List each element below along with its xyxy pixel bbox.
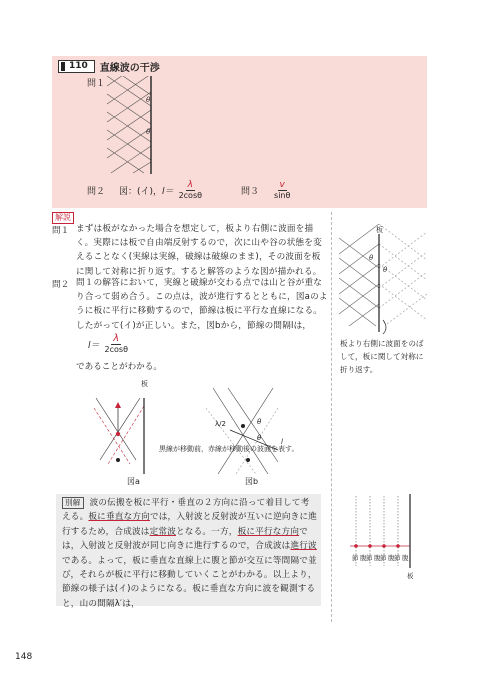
formula-var: l＝ <box>88 341 100 351</box>
spacing-formula <box>88 334 133 355</box>
conclusion-text: であることがわかる。 <box>76 362 162 372</box>
figure-b-caption: 図b <box>245 477 259 486</box>
svg-text:腹: 腹 <box>388 554 395 562</box>
alt-solution-text: 別解 波の伝搬を板に平行・垂直の２方向に沿って着目して考える。板に垂直な方向では，入射波と反射波が互いに逆向きに進行するため，合成波は定常波となる。一方，板に平行な方向では，入射波と反射波が同じ向きに進行するので，合成波は進行波である。よって，板に垂直な直線上に腹と節が交互に等間隔で並び，それらが板に平行に移動していくことがわかる。以上より，節線の様子は(イ)のようになる。板に垂直な方向に波を観測すると，山の間隔λ′は， <box>62 498 318 609</box>
q2-fraction <box>177 180 204 201</box>
svg-text:θ: θ <box>146 128 151 136</box>
side-figure-note: 板より右側に波面をのばして，板に関して対称に折り返す。 <box>340 339 424 374</box>
formula-fraction <box>103 334 130 355</box>
q2-denominator: 2cosθ <box>178 191 203 200</box>
q2-formula-var: l＝ <box>162 187 174 197</box>
formula-numerator: λ <box>113 333 120 344</box>
alt-solution-tag: 別解 <box>62 497 84 509</box>
svg-text:板: 板 <box>141 380 148 388</box>
explanation-q2-tag: 問２ <box>52 280 70 290</box>
svg-text:l: l <box>281 438 283 446</box>
problem-header <box>58 60 160 73</box>
explanation-q1-tag: 問１ <box>52 226 70 236</box>
q2-answer-label: 問２ <box>87 187 106 197</box>
svg-text:板: 板 <box>376 226 383 234</box>
problem-number: 110 <box>58 60 95 73</box>
svg-text:腹: 腹 <box>402 554 409 562</box>
q3-denominator: sinθ <box>274 191 291 200</box>
svg-text:節: 節 <box>380 554 387 562</box>
explanation-tag: 解説 <box>52 212 74 224</box>
svg-text:節: 節 <box>366 554 373 562</box>
q1-answer-figure <box>107 76 167 174</box>
svg-text:λ/2: λ/2 <box>215 420 226 428</box>
formula-denominator: 2cosθ <box>104 345 128 354</box>
figure-a-caption: 図a <box>127 477 140 486</box>
explanation-q1-text: まずは板がなかった場合を想定して，板より右側に波面を描く。実際には板で自由端反射するので，次に山や谷の状態を変えることなく(実線は実線，破線は破線のまま)，その波面を板に関して対称に折り返す。すると解答のような図が描かれる。 <box>76 224 322 277</box>
svg-text:腹: 腹 <box>360 554 367 562</box>
figure-a-note: 黒線が移動前，赤線が移動後の波面を表す。 <box>159 445 299 453</box>
figure-a <box>94 379 148 474</box>
svg-text:θ: θ <box>257 418 262 426</box>
figures-a-b <box>88 378 288 474</box>
side-wave-figure <box>339 224 429 336</box>
svg-text:腹: 腹 <box>374 554 381 562</box>
svg-text:θ: θ <box>146 96 151 104</box>
q2-numerator: λ <box>187 180 193 190</box>
figure-b <box>206 388 283 474</box>
page-number: 148 <box>15 652 33 662</box>
q3-answer-label: 問３ <box>241 187 260 197</box>
svg-text:節: 節 <box>352 554 359 562</box>
q3-fraction <box>272 180 292 201</box>
svg-text:θ: θ <box>383 266 388 274</box>
svg-text:板: 板 <box>407 572 414 580</box>
node-antinode-figure <box>350 494 418 590</box>
svg-text:節: 節 <box>394 554 401 562</box>
column-divider <box>331 212 332 622</box>
svg-text:θ: θ <box>369 254 374 262</box>
q2-q3-answers <box>87 180 295 201</box>
explanation-q2-text: 問１の解答において，実線と破線が交わる点では山と谷が重なり合って弱め合う。この点は，波が進行するとともに，図aのように板に平行に移動するので，節線は板に平行な直線になる。したがって(イ)が正しい。また，図bから，節線の間隔lは， <box>76 278 328 331</box>
q1-answer-label: 問１ <box>87 79 106 89</box>
q3-numerator: v <box>279 180 285 190</box>
svg-text:θ: θ <box>257 434 262 442</box>
problem-title: 直線波の干渉 <box>99 63 160 74</box>
q2-answer-text: 図：(イ)， <box>119 187 163 197</box>
